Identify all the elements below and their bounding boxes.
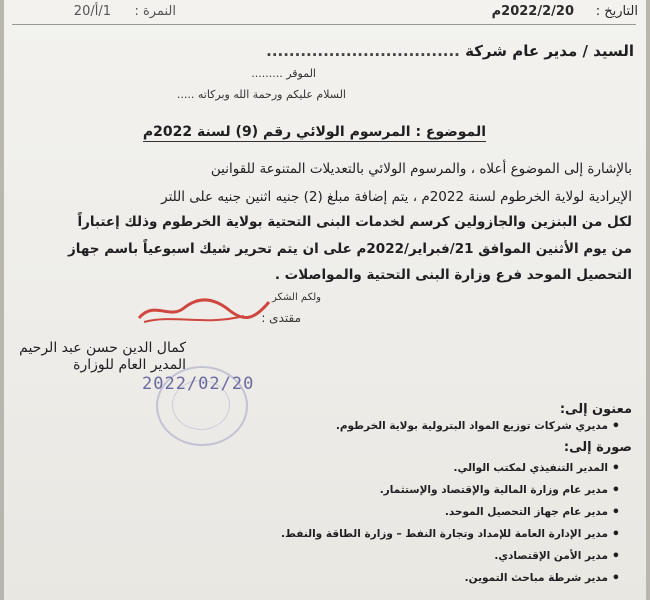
closing-line: ولكم الشكر bbox=[271, 292, 321, 303]
date-value: 2022/2/20م bbox=[491, 4, 574, 19]
header-divider bbox=[12, 24, 636, 25]
list-item: • مدير الإدارة العامة للإمداد وتجارة النفط – وزارة الطاقة والنفط. bbox=[281, 528, 620, 550]
cc-list bbox=[281, 462, 620, 594]
list-item: • مدير الأمن الإقتصادي. bbox=[281, 550, 620, 572]
letter-page bbox=[4, 0, 646, 600]
addressee bbox=[266, 42, 634, 60]
list-item: • مدير عام جهاز التحصيل الموحد. bbox=[281, 506, 620, 528]
cc-heading: صورة إلى: bbox=[563, 440, 632, 455]
body-line: بالإشارة إلى الموضوع أعلاه ، والمرسوم الولائي بالتعديلات المتنوعة للقوانين bbox=[210, 161, 632, 177]
date-label: التاريخ : bbox=[595, 4, 638, 19]
signed-label: مقتدى : bbox=[261, 311, 301, 325]
greeting-line: السلام عليكم ورحمة الله وبركاته ..... bbox=[176, 88, 346, 101]
body-line: لكل من البنزين والجازولين كرسم لخدمات البنى التحتية بولاية الخرطوم وذلك إعتباراً bbox=[77, 214, 632, 230]
body-line: من يوم الأثنين الموافق 21/فبراير/2022م على ان يتم تحرير شيك اسبوعياً باسم جهاز bbox=[68, 241, 632, 257]
list-item: • مديري شركات توزيع المواد البترولية بولاية الخرطوم. bbox=[336, 420, 620, 442]
addressed-to-heading: معنون إلى: bbox=[559, 402, 632, 417]
addressed-to-list bbox=[336, 420, 620, 442]
list-item: • مدير شرطة مباحث التموين. bbox=[281, 572, 620, 594]
reference-value: 1/أ/20 bbox=[73, 4, 111, 19]
stamp-date: 2022/02/20 bbox=[142, 374, 255, 394]
addressee-title: السيد / مدير عام شركة bbox=[465, 42, 634, 60]
addressee-dots: .................................. bbox=[266, 42, 460, 60]
signatory-title: المدير العام للوزارة bbox=[73, 357, 186, 373]
body-line: الإيرادية لولاية الخرطوم لسنة 2022م ، يتم إضافة مبلغ (2) جنيه اثنين جنيه على اللتر bbox=[161, 189, 632, 205]
body-line: التحصيل الموحد فرع وزارة البنى التحتية والمواصلات . bbox=[274, 267, 632, 283]
signatory-name: كمال الدين حسن عبد الرحيم bbox=[19, 340, 186, 356]
handwritten-signature bbox=[134, 290, 274, 330]
list-item: • مدير عام وزارة المالية والإقتصاد والإستثمار. bbox=[281, 484, 620, 506]
list-item: • المدير التنفيذي لمكتب الوالي. bbox=[281, 462, 620, 484]
reference-label: النمرة : bbox=[134, 4, 176, 19]
respected-line: الموقر ......... bbox=[251, 67, 316, 80]
subject-line: الموضوع : المرسوم الولائي رقم (9) لسنة 2022م bbox=[142, 124, 486, 140]
